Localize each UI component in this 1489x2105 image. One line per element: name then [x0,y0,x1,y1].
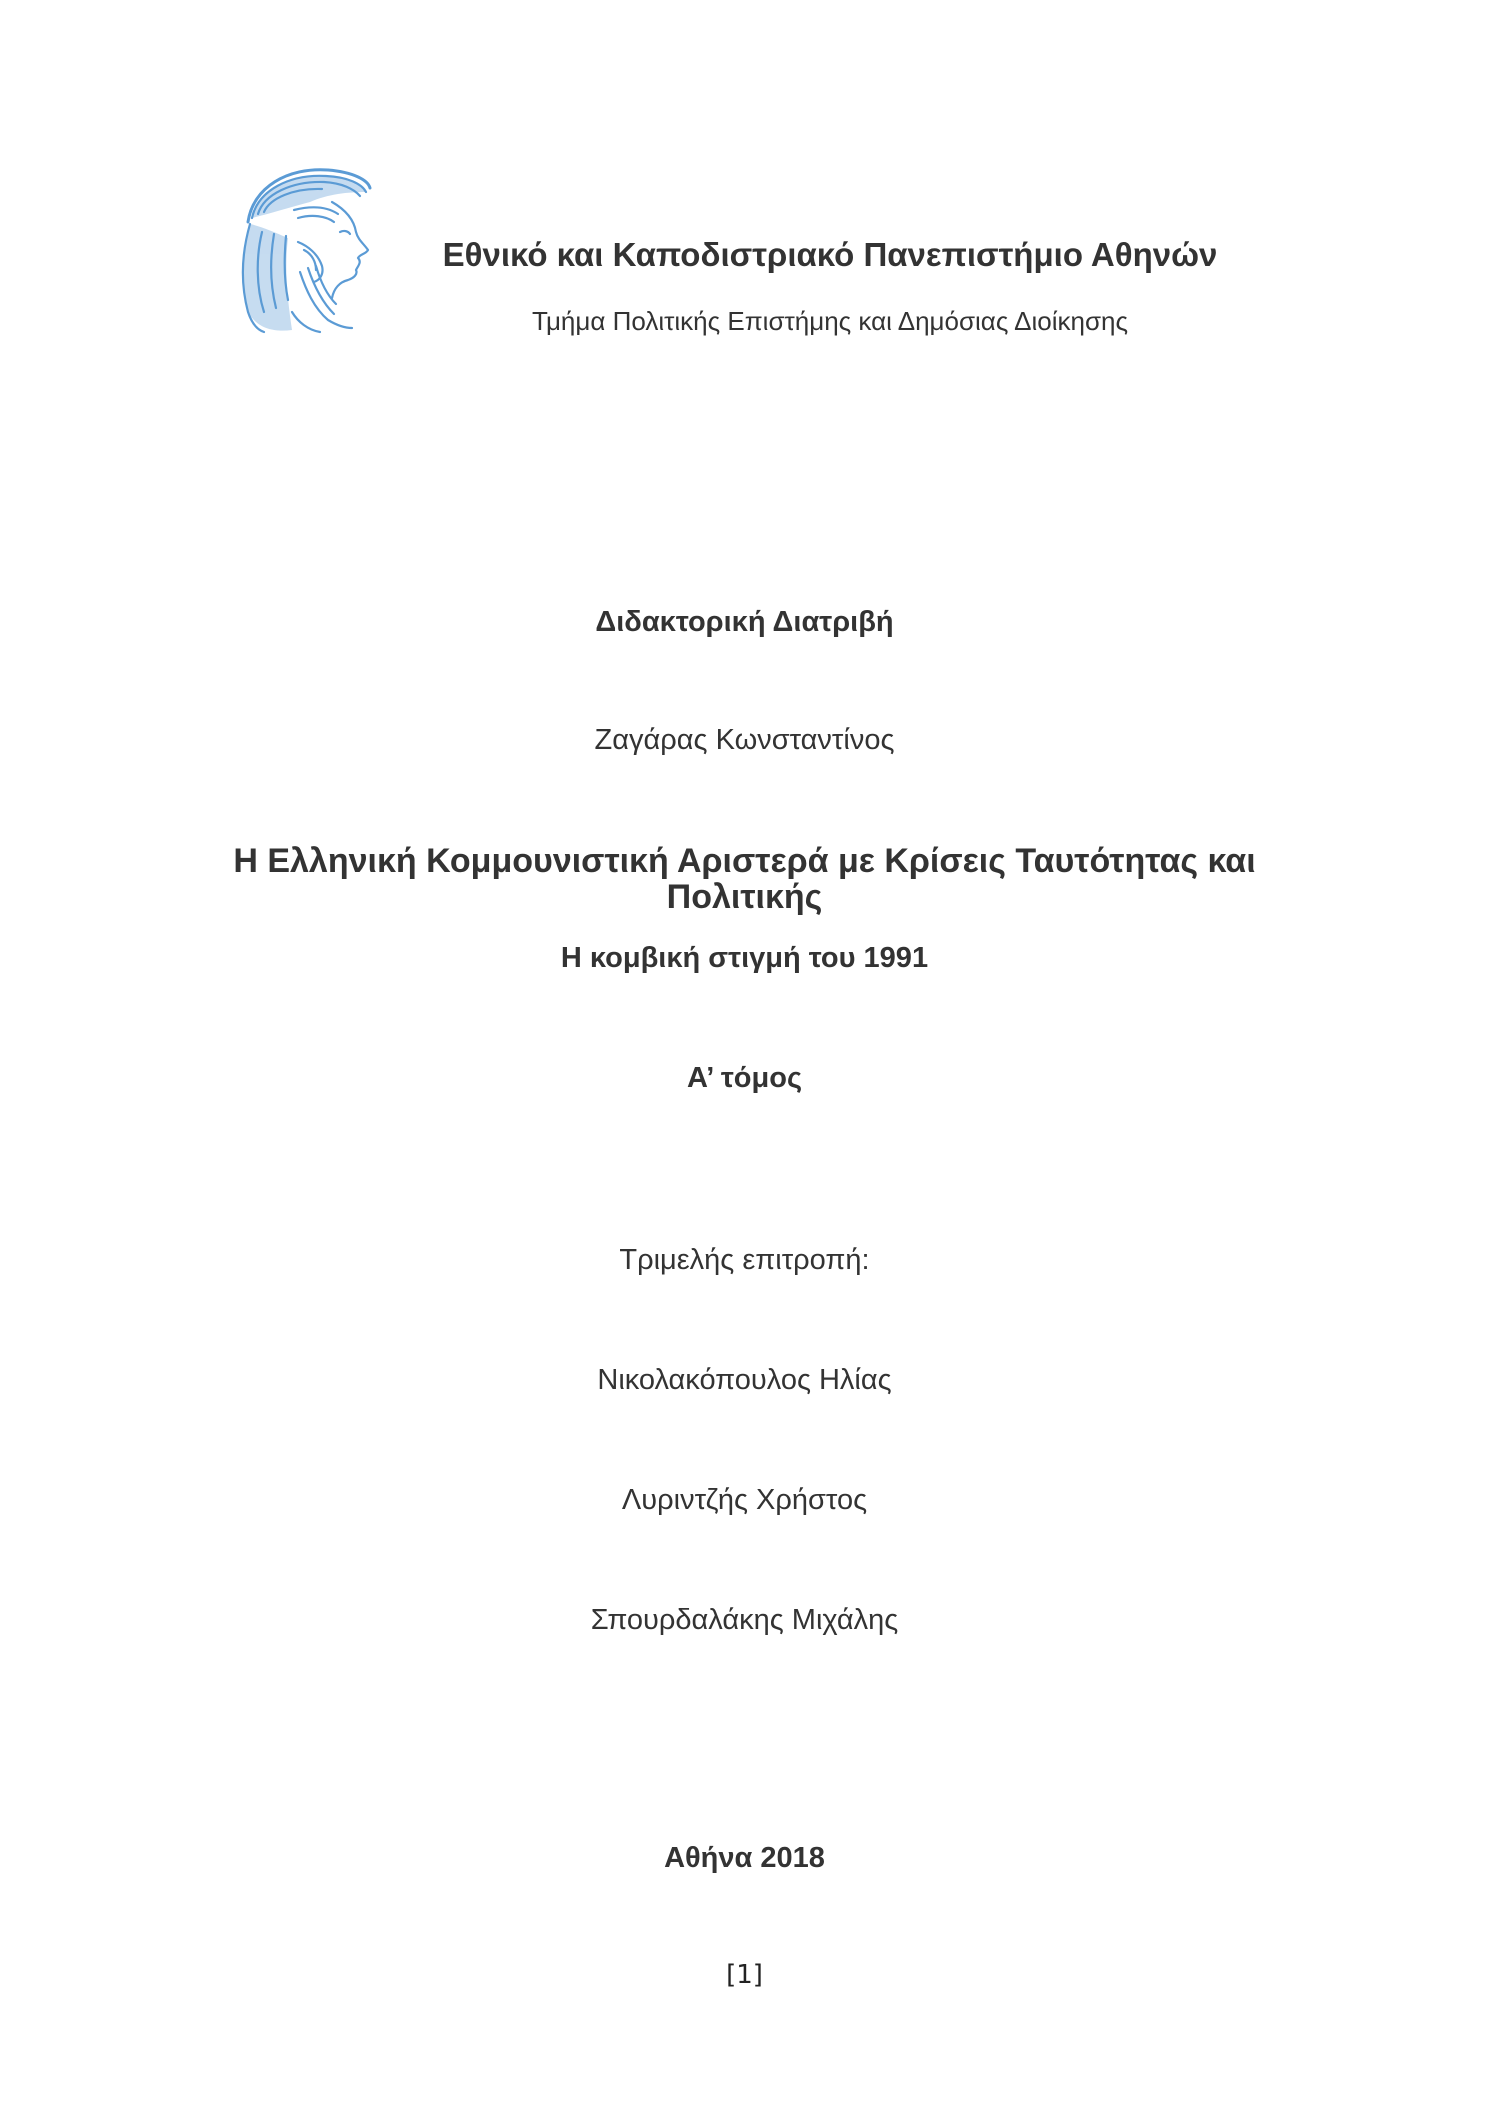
committee-member: Σπουρδαλάκης Μιχάλης [590,1604,899,1636]
page-number: [1] [726,1960,763,1990]
thesis-title: Η Ελληνική Κομμουνιστική Αριστερά με Κρίσεις Ταυτότητας και Πολιτικής [233,842,1256,916]
document-type: Διδακτορική Διατριβή [595,606,894,638]
university-name: Εθνικό και Καποδιστριακό Πανεπιστήμιο Αθηνών [442,236,1218,273]
athena-head-icon [228,162,376,334]
committee-member: Λυριντζής Χρήστος [621,1484,868,1516]
department-name: Τμήμα Πολιτικής Επιστήμης και Δημόσιας Διοίκησης [531,306,1129,336]
place-year: Αθήνα 2018 [664,1842,825,1874]
thesis-subtitle: Η κομβική στιγμή του 1991 [560,942,929,974]
author-name: Ζαγάρας Κωνσταντίνος [594,724,895,756]
volume-label: Α’ τόμος [686,1062,803,1094]
committee-member: Νικολακόπουλος Ηλίας [597,1364,892,1396]
committee-label: Τριμελής επιτροπή: [619,1244,870,1276]
